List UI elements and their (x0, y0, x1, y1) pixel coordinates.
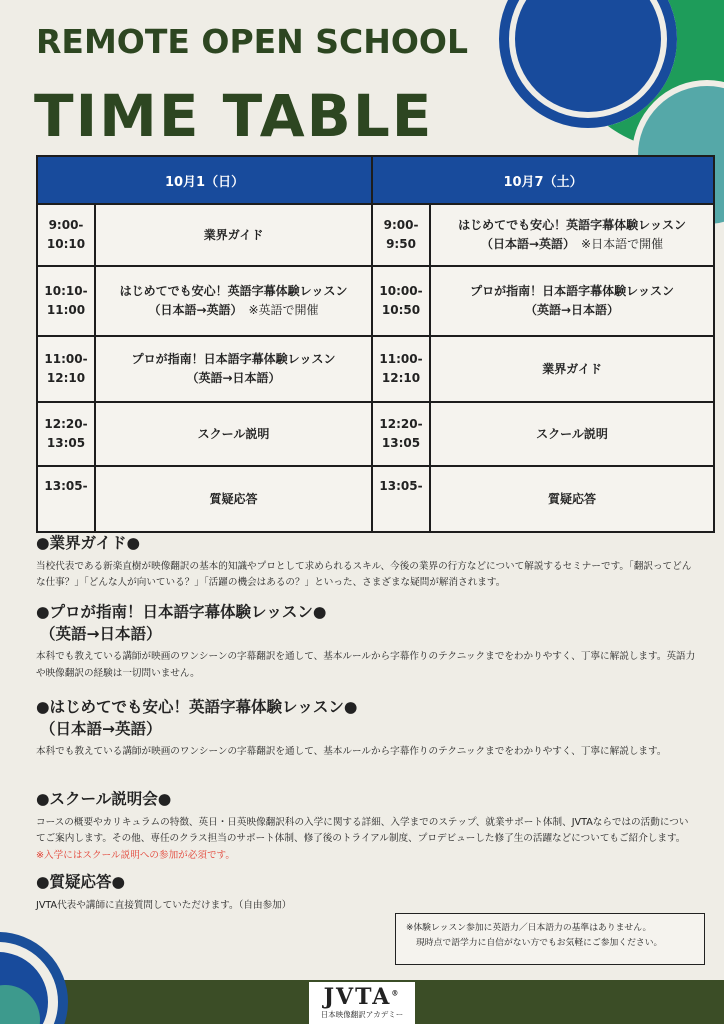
event-text: はじめてでも安心！英語字幕体験レッスン (119, 284, 348, 299)
timetable-body (37, 204, 714, 532)
section-qa (36, 872, 696, 914)
section-guide (36, 533, 696, 592)
d1-event-cell (95, 266, 372, 336)
section-en-lesson-heading2: （日本語→英語） (40, 719, 162, 738)
timetable-header-row (37, 156, 714, 204)
d2-time-cell (372, 266, 430, 336)
event-note: ※英語で開催 (236, 303, 319, 317)
jvta-logo[interactable] (309, 982, 415, 1024)
day2-header: 10月7（土） (372, 156, 714, 204)
time-text: 10:50 (381, 303, 421, 317)
timetable-row (37, 402, 714, 466)
d1-event-cell (95, 402, 372, 466)
d2-time-cell (372, 336, 430, 402)
day1-header: 10月1（日） (37, 156, 372, 204)
time-text: 11:00- (44, 351, 88, 366)
logo-registered-mark: ® (391, 988, 401, 998)
time-text: 10:10 (46, 237, 86, 251)
event-text: （日本語→英語） (480, 237, 570, 251)
time-text: 9:00- (383, 217, 419, 232)
time-text: 10:00- (379, 283, 423, 298)
d1-time-cell (37, 402, 95, 466)
section-jp-lesson-heading2: （英語→日本語） (40, 624, 162, 643)
section-qa-body: JVTA代表や講師に直接質問していただけます。（自由参加） (36, 899, 292, 911)
event-text: プロが指南！日本語字幕体験レッスン (131, 352, 336, 367)
time-text: 9:50 (386, 237, 416, 251)
section-school (36, 789, 696, 865)
event-text: スクール説明 (536, 426, 608, 441)
event-text: 質疑応答 (548, 491, 597, 506)
time-text: 13:05 (381, 436, 421, 450)
logo-main-text (309, 985, 415, 1009)
time-text: 10:10- (44, 283, 88, 298)
d1-event-cell (95, 466, 372, 532)
notice-line1: ※体験レッスン参加に英語力／日本語力の基準はありません。 (406, 923, 652, 933)
d2-event-cell (430, 266, 714, 336)
event-text: 業界ガイド (203, 227, 264, 242)
section-jp-lesson-heading: ●プロが指南！日本語字幕体験レッスン● (36, 603, 327, 621)
logo-wordmark: JVTA (323, 984, 392, 1010)
timetable-row (37, 266, 714, 336)
event-note: ※日本語で開催 (569, 237, 664, 251)
event-text: 業界ガイド (542, 361, 602, 376)
time-text: 12:10 (381, 371, 421, 385)
d1-time-cell (37, 336, 95, 402)
section-en-lesson-body: 本科でも教えている講師が映画のワンシーンの字幕翻訳を通して、基本ルールから字幕作りのテクニックまでをわかりやすく、丁寧に解説します。 (36, 746, 667, 758)
d2-event-cell (430, 336, 714, 402)
time-text: 9:00- (48, 217, 84, 232)
event-text: 質疑応答 (209, 491, 258, 506)
d2-time-cell (372, 466, 430, 532)
event-text: はじめてでも安心！英語字幕体験レッスン (458, 218, 686, 233)
title-time-table: TIME TABLE (34, 82, 434, 150)
d1-time-cell (37, 266, 95, 336)
time-text: 11:00 (46, 303, 86, 317)
notice-box (395, 913, 705, 965)
title-remote-open-school: REMOTE OPEN SCHOOL (36, 22, 469, 61)
notice-line2: 現時点で語学力に自信がない方でもお気軽にご参加ください。 (416, 937, 663, 948)
logo-subtitle: 日本映像翻訳アカデミー (320, 1010, 404, 1020)
section-jp-lesson-body: 本科でも教えている講師が映画のワンシーンの字幕翻訳を通して、基本ルールから字幕作りのテクニックまでをわかりやすく、丁寧に解説します。英語力や映像翻訳の経験は一切問いません。 (36, 651, 696, 680)
section-guide-body: 当校代表である新楽直樹が映像翻訳の基本的知識やプロとして求められるスキル、今後の業界の行方などについて解説するセミナーです。「翻訳ってどんな仕事？」「どんな人が向いている？」「活躍の機会はあるの？」といった、さまざまな疑問が解消されます。 (36, 560, 692, 589)
d1-event-cell (95, 336, 372, 402)
timetable-row (37, 466, 714, 532)
time-text: 13:05- (379, 479, 423, 493)
section-en-lesson (36, 697, 696, 761)
section-school-body (36, 815, 696, 865)
timetable (36, 155, 715, 533)
section-qa-heading: ●質疑応答● (36, 873, 126, 891)
event-text: （英語→日本語） (186, 371, 281, 385)
time-text: 12:10 (46, 371, 86, 385)
d2-event-cell (430, 204, 714, 266)
event-text: スクール説明 (197, 426, 270, 441)
d2-event-cell (430, 466, 714, 532)
time-text: 11:00- (379, 351, 423, 366)
section-school-heading: ●スクール説明会● (36, 790, 172, 808)
time-text: 12:20- (44, 416, 88, 431)
section-school-body-text: コースの概要やカリキュラムの特徴、英日・日英映像翻訳科の入学に関する詳細、入学までのステップ、就業サポート体制、JVTAならではの活動についてご案内します。その他、専任のクラス担当のサポート体制、修了後のトライアル制度、プロデビューした修了生の活躍などについてもご紹介します。 (36, 816, 689, 845)
event-text: （日本語→英語） (148, 303, 237, 317)
event-text: プロが指南！日本語字幕体験レッスン (470, 284, 674, 299)
section-en-lesson-heading: ●はじめてでも安心！英語字幕体験レッスン● (36, 698, 358, 716)
section-guide-heading: ●業界ガイド● (36, 534, 141, 552)
timetable-row (37, 336, 714, 402)
section-jp-lesson (36, 602, 696, 683)
event-text: （英語→日本語） (524, 303, 620, 317)
timetable-row (37, 204, 714, 266)
d2-time-cell (372, 204, 430, 266)
d2-time-cell (372, 402, 430, 466)
time-text: 13:05 (46, 436, 86, 450)
section-school-required-note: ※入学にはスクール説明への参加が必須です。 (36, 850, 235, 862)
time-text: 12:20- (379, 416, 423, 431)
d1-time-cell (37, 204, 95, 266)
d1-time-cell (37, 466, 95, 532)
d1-event-cell (95, 204, 372, 266)
time-text: 13:05- (44, 479, 88, 493)
d2-event-cell (430, 402, 714, 466)
